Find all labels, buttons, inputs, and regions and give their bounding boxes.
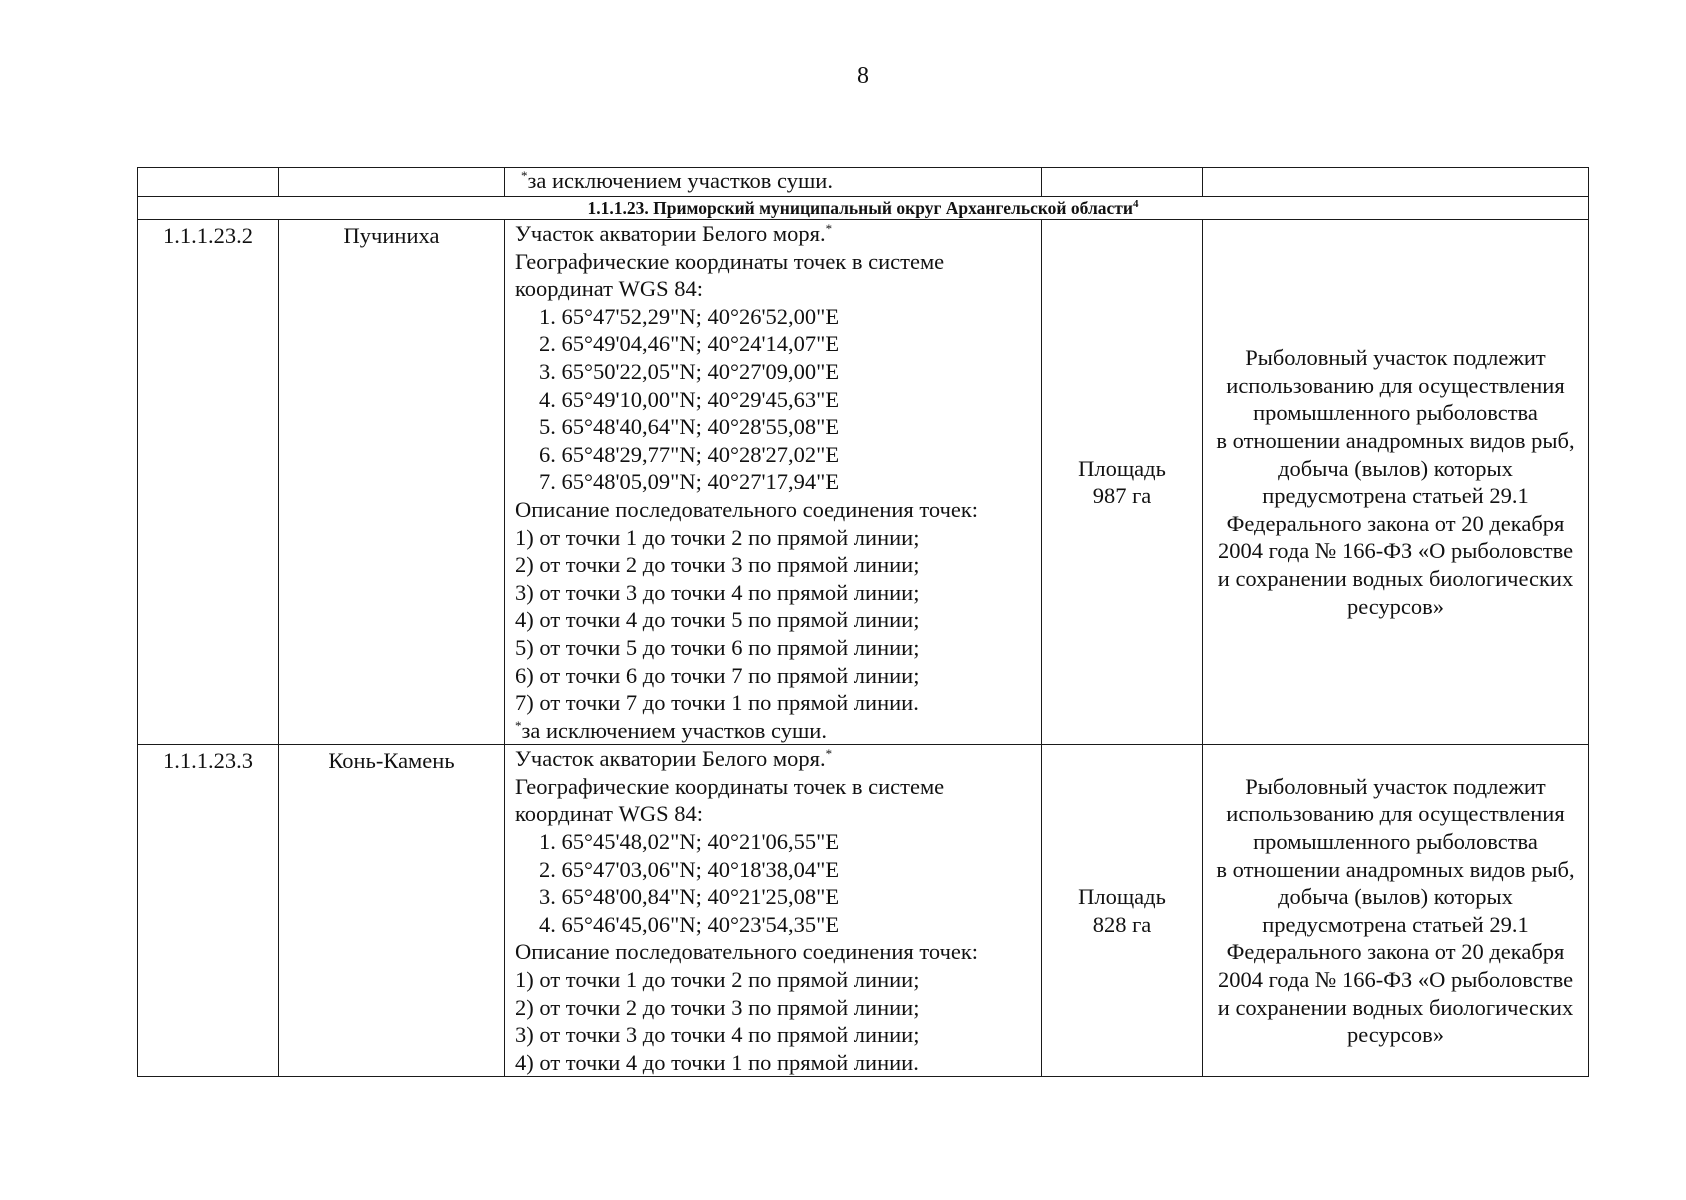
connection-item: 2) от точки 2 до точки 3 по прямой линии; (515, 552, 920, 578)
coordinate-item: 6. 65°48'29,77"N; 40°28'27,02"E (539, 441, 840, 467)
row-area: Площадь 987 га (1042, 220, 1203, 745)
footnote-mark: 4 (1132, 198, 1139, 210)
row-number: 1.1.1.23.3 (138, 745, 279, 1077)
row-name: Конь-Камень (279, 745, 505, 1077)
connection-item: 2) от точки 2 до точки 3 по прямой линии; (515, 994, 920, 1020)
land-exclusion-note: за исключением участков суши. (521, 717, 827, 743)
connection-item: 1) от точки 1 до точки 2 по прямой линии; (515, 524, 920, 550)
coordinate-item: 2. 65°49'04,46"N; 40°24'14,07"E (539, 331, 840, 357)
coordinate-item: 1. 65°45'48,02"N; 40°21'06,55"E (539, 829, 840, 855)
row-purpose: Рыболовный участок подлежит использованию для осуществления промышленного рыболовства в отношении анадромных видов рыб, добыча (вылов) которых предусмотрена статьей 29.1 Федерального закона от 20 декабря 2004 года № 166-ФЗ «О рыболовстве и сохранении водных биологических ресурсов» (1203, 220, 1589, 745)
coordinate-item: 5. 65°48'40,64"N; 40°28'55,08"E (539, 414, 840, 440)
row-description: Участок акватории Белого моря.* Географические координаты точек в системе координат WGS 84: 1. 65°45'48,02"N; 40°21'06,55"E 2. 65°47'03,06"N; 40°18'38,04"E 3. 65°48'00,84"N; 40°21'25,08"E 4. 65°46'45,06"N; 40°23'54,35"E Описание последовательного соединения точек: 1) от точки 1 до точки 2 по прямой линии; 2) от точки 2 до точки 3 по прямой линии; 3) от точки 3 до точки 4 по прямой линии; 4) от точки 4 до точки 1 по прямой линии. (505, 745, 1042, 1077)
connection-item: 4) от точки 4 до точки 1 по прямой линии. (515, 1049, 919, 1075)
coordinate-item: 1. 65°47'52,29"N; 40°26'52,00"E (539, 303, 840, 329)
row-number: 1.1.1.23.2 (138, 220, 279, 745)
coordinate-item: 3. 65°48'00,84"N; 40°21'25,08"E (539, 884, 840, 910)
connection-item: 3) от точки 3 до точки 4 по прямой линии; (515, 579, 920, 605)
continuation-purpose-cell (1203, 168, 1589, 197)
connection-item: 3) от точки 3 до точки 4 по прямой линии; (515, 1022, 920, 1048)
table-row (138, 745, 1589, 1077)
coordinate-item: 3. 65°50'22,05"N; 40°27'09,00"E (539, 358, 840, 384)
row-area: Площадь 828 га (1042, 745, 1203, 1077)
continuation-desc-cell: *за исключением участков суши. (505, 168, 1042, 197)
continuation-number-cell (138, 168, 279, 197)
coordinate-item: 4. 65°49'10,00"N; 40°29'45,63"E (539, 386, 840, 412)
continuation-note: за исключением участков суши. (527, 168, 833, 193)
section-title: 1.1.1.23. Приморский муниципальный округ Архангельской области$^4$ (138, 197, 1589, 220)
continuation-name-cell (279, 168, 505, 197)
page-number: 8 (857, 63, 869, 89)
coordinate-item: 2. 65°47'03,06"N; 40°18'38,04"E (539, 856, 840, 882)
connection-item: 1) от точки 1 до точки 2 по прямой линии; (515, 967, 920, 993)
coordinate-item: 4. 65°46'45,06"N; 40°23'54,35"E (539, 911, 840, 937)
row-purpose: Рыболовный участок подлежит использованию для осуществления промышленного рыболовства в отношении анадромных видов рыб, добыча (вылов) которых предусмотрена статьей 29.1 Федерального закона от 20 декабря 2004 года № 166-ФЗ «О рыболовстве и сохранении водных биологических ресурсов» (1203, 745, 1589, 1077)
connection-item: 6) от точки 6 до точки 7 по прямой линии; (515, 662, 920, 688)
connection-item: 4) от точки 4 до точки 5 по прямой линии; (515, 607, 920, 633)
continuation-area-cell (1042, 168, 1203, 197)
section-header-row (138, 197, 1589, 220)
row-name: Пучиниха (279, 220, 505, 745)
connection-item: 5) от точки 5 до точки 6 по прямой линии; (515, 634, 920, 660)
coordinate-item: 7. 65°48'05,09"N; 40°27'17,94"E (539, 469, 840, 495)
row-description: Участок акватории Белого моря.* Географические координаты точек в системе координат WGS 84: 1. 65°47'52,29"N; 40°26'52,00"E 2. 65°49'04,46"N; 40°24'14,07"E 3. 65°50'22,05"N; 40°27'09,00"E 4. 65°49'10,00"N; 40°29'45,63"E 5. 65°48'40,64"N; 40°28'55,08"E 6. 65°48'29,77"N; 40°28'27,02"E 7. 65°48'05,09"N; 40°27'17,94"E Описание последовательного соединения точек: 1) от точки 1 до точки 2 по прямой линии; 2) от точки 2 до точки 3 по прямой линии; 3) от точки 3 до точки 4 по прямой линии; 4) от точки 4 до точки 5 по прямой линии; 5) от точки 5 до точки 6 по прямой линии; 6) от точки 6 до точки 7 по прямой линии; 7) от точки 7 до точки 1 по прямой линии. *за исключением участков суши. (505, 220, 1042, 745)
connection-item: 7) от точки 7 до точки 1 по прямой линии. (515, 690, 919, 716)
table-row (138, 220, 1589, 745)
continuation-row (138, 168, 1589, 197)
fishing-areas-table (137, 167, 1589, 1077)
